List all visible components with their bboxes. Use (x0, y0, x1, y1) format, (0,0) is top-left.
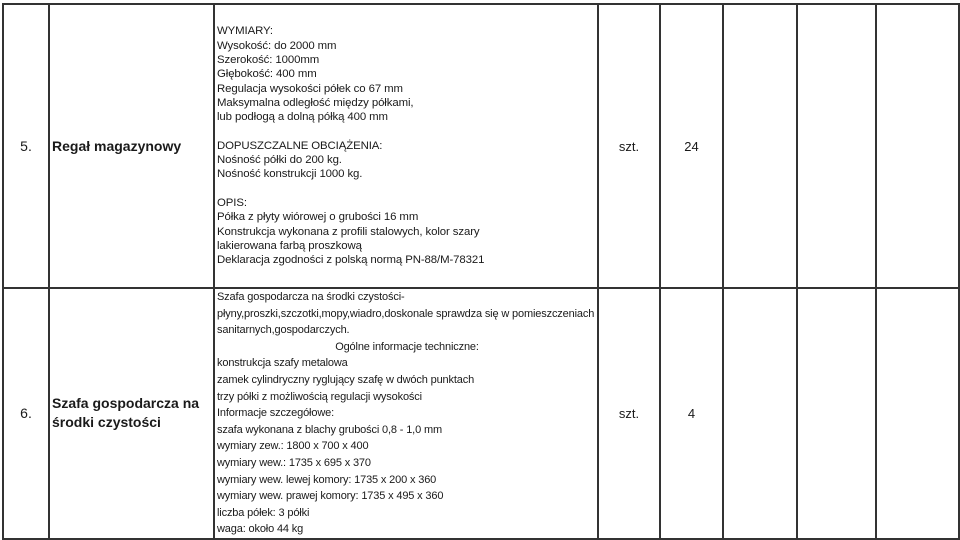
item-description: Szafa gospodarcza na środki czystości- płyny,proszki,szczotki,mopy,wiadro,doskonale sprawdza się w pomieszczeniach sanitarnych,gospodarczych. Ogólne informacje techniczne: konstrukcja szafy metalowa zamek cylindryczny ryglujący szafę w dwóch punktach trzy półki z możliwością regulacji wysokości Informacje szczegółowe: szafa wykonana z blachy grubości 0,8 - 1,0 mm wymiary zew.: 1800 x 700 x 400 wymiary wew.: 1735 x 695 x 370 wymiary wew. lewej komory: 1735 x 200 x 360 wymiary wew. prawej komory: 1735 x 495 x 360 liczba półek: 3 półki waga: około 44 kg (214, 288, 598, 539)
quantity: 24 (660, 4, 723, 288)
item-name: Szafa gospodarcza na środki czystości (49, 288, 214, 539)
table-row (3, 4, 959, 288)
item-name: Regał magazynowy (49, 4, 214, 288)
quantity: 4 (660, 288, 723, 539)
empty-cell (723, 4, 797, 288)
row-number: 5. (3, 4, 49, 288)
row-number: 6. (3, 288, 49, 539)
empty-cell (797, 288, 876, 539)
table-row (3, 288, 959, 539)
unit: szt. (598, 288, 660, 539)
item-description: WYMIARY: Wysokość: do 2000 mm Szerokość: 1000mm Głębokość: 400 mm Regulacja wysokości półek co 67 mm Maksymalna odległość między półkami, lub podłogą a dolną półką 400 mm DOPUSZCZALNE OBCIĄŻENIA: Nośność półki do 200 kg. Nośność konstrukcji 1000 kg. OPIS: Półka z płyty wiórowej o grubości 16 mm Konstrukcja wykonana z profili stalowych, kolor szary lakierowana farbą proszkową Deklaracja zgodności z polską normą PN-88/M-78321 (214, 4, 598, 288)
empty-cell (876, 288, 959, 539)
empty-cell (797, 4, 876, 288)
empty-cell (723, 288, 797, 539)
empty-cell (876, 4, 959, 288)
unit: szt. (598, 4, 660, 288)
items-table (2, 3, 960, 540)
